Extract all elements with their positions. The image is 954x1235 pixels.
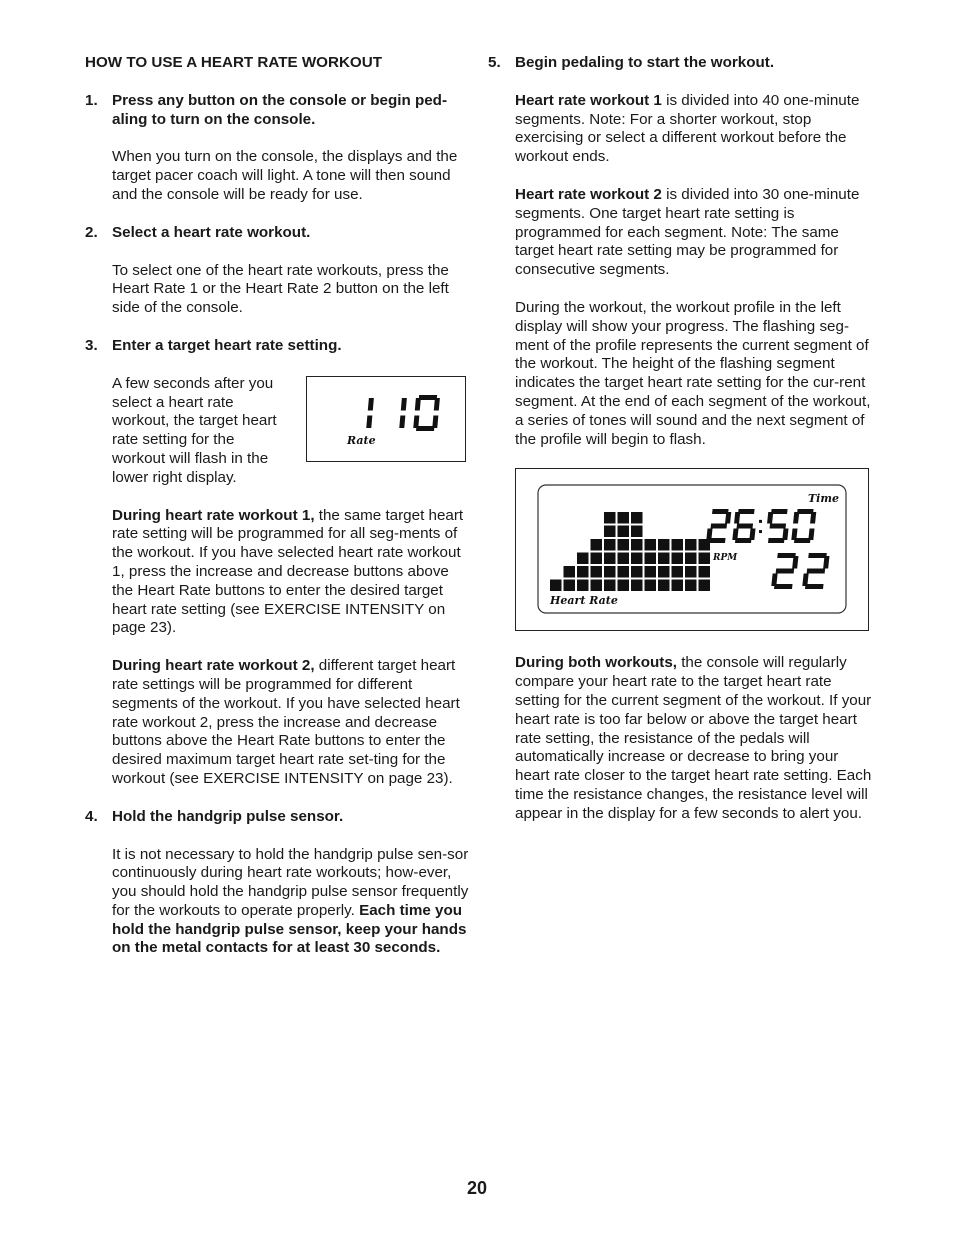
lcd-segment [734, 512, 740, 524]
section-heading: HOW TO USE A HEART RATE WORKOUT [85, 54, 382, 71]
profile-segment [564, 580, 576, 592]
profile-segment [631, 512, 643, 524]
lcd-segment [770, 524, 787, 529]
step-title: Enter a target heart rate setting. [112, 336, 342, 354]
profile-segment [604, 553, 616, 565]
step-number: 5. [488, 54, 501, 71]
profile-segment [604, 526, 616, 538]
profile-segment [618, 526, 630, 538]
profile-segment [658, 539, 670, 551]
lcd-segment [368, 398, 374, 411]
profile-segment [631, 539, 643, 551]
lcd-colon-dot [759, 530, 762, 533]
lcd-segment [709, 538, 726, 543]
heart-rate-profile [550, 512, 710, 591]
profile-segment [672, 539, 684, 551]
profile-segment [631, 580, 643, 592]
profile-segment [699, 566, 711, 578]
lcd-segment [768, 538, 785, 543]
profile-segment [631, 553, 643, 565]
lcd-digit-0 [791, 509, 817, 543]
profile-segment [550, 580, 562, 592]
profile-segment [645, 539, 657, 551]
profile-segment [591, 566, 603, 578]
workout-2-text: different target heart rate settings will be programmed for different segments of the workout. If you have selected heart rate workout 2, press the increase and decrease buttons above the Heart Rate buttons to enter the desired maximum target heart rate set-ting for the workout (see EXERCISE INTENSITY on page 23). [112, 657, 460, 787]
profile-segment [631, 566, 643, 578]
workout-1-paragraph [112, 507, 470, 639]
step-3-body: A few seconds after you select a heart rate workout, the target heart rate setting for the workout will flash in the lower right display. [112, 374, 277, 486]
step-number: 2. [85, 223, 98, 241]
lcd-segment [738, 509, 755, 514]
lcd-segment [807, 569, 826, 574]
step-number: 3. [85, 336, 98, 354]
left-column [85, 54, 470, 977]
workout-1-lead: During heart rate workout 1, [112, 506, 315, 524]
time-value-digits [706, 509, 817, 543]
hr1-paragraph [515, 92, 873, 167]
profile-segment [685, 580, 697, 592]
profile-segment [604, 512, 616, 524]
workout-2-lead: During heart rate workout 2, [112, 657, 315, 675]
hr2-text: is divided into 30 one-minute segments. One target heart rate setting is programmed for each segment. Note: The same target heart rate setting may be programmed for consecutive segments. [515, 185, 860, 279]
lcd-digit-2 [771, 553, 799, 589]
profile-segment [699, 539, 711, 551]
both-workouts-lead: During both workouts, [515, 654, 677, 672]
profile-segment [618, 580, 630, 592]
hr1-text: is divided into 40 one-minute segments. Note: For a shorter workout, stop exercising or select a different workout before the workout ends. [515, 91, 860, 166]
step-5 [488, 54, 873, 73]
workout-1-text: the same target heart rate setting will be programmed for all seg-ments of the workout. If you have selected heart rate workout 1, press the increase and decrease buttons above the Heart Rate buttons to enter the desired target heart rate setting (see EXERCISE INTENSITY on page 23). [112, 506, 464, 637]
profile-paragraph: During the workout, the workout profile in the left display will show your progress. The flashing seg-ment of the profile represents the current segment of the workout. The height of the flashing segment indicates the target heart rate setting for the cur-rent segment. At the end of each segment of the workout, a series of tones will sound and the next segment of the profile will begin to flash. [515, 298, 871, 448]
step-title: Begin pedaling to start the workout. [515, 54, 775, 71]
profile-segment [645, 580, 657, 592]
step-4-body [112, 846, 470, 959]
step-4 [85, 808, 470, 827]
profile-segment [685, 539, 697, 551]
profile-segment [685, 553, 697, 565]
profile-segment [672, 580, 684, 592]
rate-display-illustration [306, 376, 466, 462]
profile-segment [658, 553, 670, 565]
profile-segment [658, 566, 670, 578]
step-number: 4. [85, 807, 98, 825]
lcd-segment [777, 553, 796, 558]
step-4-text: It is not necessary to hold the handgrip pulse sen-sor continuously during heart rate workouts; how-ever, you should hold the handgrip pulse sensor frequently for the workouts to operate properly. [112, 845, 469, 919]
lcd-digit-1 [366, 398, 374, 428]
profile-segment [645, 553, 657, 565]
lcd-segment [401, 398, 407, 411]
workout-2-paragraph [112, 657, 470, 789]
profile-segment [577, 580, 589, 592]
profile-segment [618, 539, 630, 551]
profile-segment [604, 539, 616, 551]
console-display-illustration [515, 468, 869, 631]
heart-rate-label: Heart Rate [550, 594, 618, 608]
profile-segment [618, 512, 630, 524]
profile-segment [591, 553, 603, 565]
profile-segment [699, 553, 711, 565]
lcd-segment [794, 538, 811, 543]
profile-segment [564, 566, 576, 578]
lcd-colon-dot [759, 520, 762, 523]
profile-segment [672, 566, 684, 578]
hr1-lead: Heart rate workout 1 [515, 91, 662, 109]
hr2-lead: Heart rate workout 2 [515, 185, 662, 203]
rpm-label: RPM [713, 553, 738, 564]
profile-segment [645, 566, 657, 578]
lcd-digit-2 [706, 509, 732, 543]
profile-segment [577, 553, 589, 565]
lcd-segment [776, 569, 795, 574]
lcd-segment [415, 398, 421, 411]
rate-lcd [307, 377, 464, 460]
profile-segment [618, 566, 630, 578]
step-1 [85, 92, 470, 130]
hr2-paragraph [515, 186, 873, 280]
lcd-segment [767, 512, 773, 524]
lcd-digit-0 [413, 395, 440, 431]
rate-value-digits [366, 395, 440, 431]
profile-segment [577, 566, 589, 578]
lcd-segment [399, 415, 405, 428]
profile-segment [658, 580, 670, 592]
profile-segment [672, 553, 684, 565]
step-title: Select a heart rate workout. [112, 223, 311, 241]
profile-segment [685, 566, 697, 578]
step-number: 1. [85, 91, 98, 109]
console-lcd [516, 469, 867, 629]
step-4-bold-text: Each time you hold the handgrip pulse sensor, keep your hands on the metal contacts for at least 30 seconds. [112, 901, 467, 957]
time-label: Time [808, 492, 840, 506]
lcd-digit-2 [802, 553, 830, 589]
lcd-segment [797, 509, 814, 514]
step-title: Press any button on the console or begin ped-aling to turn on the console. [112, 91, 448, 128]
rpm-value-digits [771, 553, 830, 589]
profile-segment [631, 526, 643, 538]
page-number: 20 [466, 1178, 488, 1198]
lcd-segment [805, 584, 824, 589]
lcd-segment [711, 524, 728, 529]
lcd-segment [735, 538, 752, 543]
lcd-digit-6 [732, 509, 758, 543]
lcd-digit-1 [399, 398, 407, 428]
profile-segment [591, 580, 603, 592]
lcd-segment [774, 584, 793, 589]
profile-segment [699, 580, 711, 592]
both-workouts-paragraph [515, 654, 873, 823]
step-title: Hold the handgrip pulse sensor. [112, 807, 344, 825]
lcd-segment [808, 553, 827, 558]
step-2 [85, 224, 470, 243]
right-column [488, 54, 873, 843]
profile-segment [591, 539, 603, 551]
rate-label: Rate [347, 433, 376, 447]
lcd-segment [737, 524, 754, 529]
profile-segment [604, 580, 616, 592]
lcd-segment [366, 415, 372, 428]
lcd-segment [416, 426, 434, 431]
step-3 [85, 337, 470, 356]
lcd-segment [749, 529, 755, 541]
step-3-display-block [112, 375, 470, 488]
step-1-body: When you turn on the console, the displays and the target pacer coach will light. A tone will then sound and the console will be ready for use. [112, 148, 458, 203]
profile-segment [618, 553, 630, 565]
lcd-segment [771, 509, 788, 514]
both-workouts-text: the console will regularly compare your heart rate to the target heart rate setting for the current segment of the workout. If your heart rate is too far below or above the target heart rate setting, the resistance of the pedals will automatically increase or decrease to bring your heart rate closer to the target heart rate setting. Each time the resistance changes, the resistance level will appear in the display for a few seconds to alert you. [515, 654, 872, 822]
lcd-segment [419, 395, 437, 400]
lcd-segment [712, 509, 729, 514]
lcd-segment [793, 512, 799, 524]
profile-segment [604, 566, 616, 578]
lcd-digit-5 [765, 509, 791, 543]
step-2-body: To select one of the heart rate workouts, press the Heart Rate 1 or the Heart Rate 2 button on the left side of the console. [112, 261, 449, 317]
